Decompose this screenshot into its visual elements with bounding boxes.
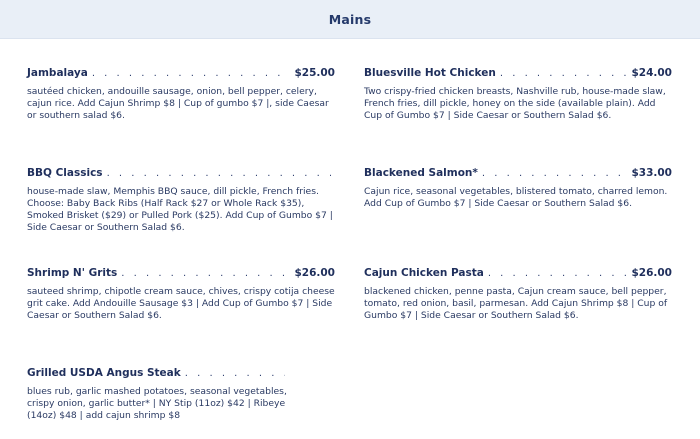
menu-item-header: [364, 266, 672, 281]
dot-leader: [482, 167, 628, 181]
menu-item-header: [27, 66, 335, 81]
menu-item-shrimp-n-grits: [27, 266, 335, 322]
menu-item-price: $25.00: [294, 67, 335, 79]
menu-item-price: $26.00: [294, 267, 335, 279]
menu-item-bbq-classics: [27, 166, 335, 234]
menu-item-name: Bluesville Hot Chicken: [364, 67, 496, 79]
section-title: Mains: [328, 11, 372, 27]
menu-item-cajun-chicken-pasta: [364, 266, 672, 322]
menu-item-header: [364, 166, 672, 181]
dot-leader: [500, 67, 628, 81]
dot-leader: [121, 267, 290, 281]
menu-item-name: Cajun Chicken Pasta: [364, 267, 484, 279]
menu-item-price: $33.00: [631, 167, 672, 179]
menu-item-bluesville-hot-chicken: [364, 66, 672, 122]
menu-item-grilled-usda-angus-steak: [27, 366, 289, 422]
menu-item-header: [27, 166, 335, 181]
menu-item-price: $24.00: [631, 67, 672, 79]
menu-item-description: Two crispy-fried chicken breasts, Nashville rub, house-made slaw, French fries, dill pickle, honey on the side (available plain). Add Cup of Gumbo $7 | Side Caesar or Southern Salad $6.: [364, 86, 666, 121]
menu-item-description: blackened chicken, penne pasta, Cajun cream sauce, bell pepper, tomato, red onion, basil, parmesan. Add Cajun Shrimp $8 | Cup of Gumbo $7 | Side Caesar or Southern Salad $6.: [364, 286, 668, 321]
menu-item-description: blues rub, garlic mashed potatoes, seasonal vegetables, crispy onion, garlic butter* | NY Stip (11oz) $42 | Ribeye (14oz) $48 | add cajun shrimp $8: [27, 386, 287, 421]
menu-item-description: house-made slaw, Memphis BBQ sauce, dill pickle, French fries. Choose: Baby Back Ribs (Half Rack $27 or Whole Rack $35), Smoked Brisket ($29) or Pulled Pork ($25). Add Cup of Gumbo $7 | Side Caesar or Southern Salad $6.: [27, 186, 333, 233]
menu-item-name: Shrimp N' Grits: [27, 267, 118, 279]
menu-item-name: Grilled USDA Angus Steak: [27, 367, 181, 379]
menu-item-header: [27, 366, 289, 381]
menu-item-name: BBQ Classics: [27, 167, 103, 179]
menu-item-description: sautéed chicken, andouille sausage, onion, bell pepper, celery, cajun rice. Add Cajun Shrimp $8 | Cup of gumbo $7 |, side Caesar or southern salad $6.: [27, 86, 329, 121]
dot-leader: [92, 67, 291, 81]
menu-item-header: [27, 266, 335, 281]
dot-leader: [185, 367, 285, 381]
section-header: [0, 0, 700, 39]
menu-item-header: [364, 66, 672, 81]
menu-item-price: $26.00: [631, 267, 672, 279]
menu-item-blackened-salmon: [364, 166, 672, 210]
menu-item-name: Blackened Salmon*: [364, 167, 478, 179]
menu-item-jambalaya: [27, 66, 335, 122]
menu-item-description: Cajun rice, seasonal vegetables, blistered tomato, charred lemon. Add Cup of Gumbo $7 | Side Caesar or Southern Salad $6.: [364, 186, 668, 209]
menu-item-name: Jambalaya: [27, 67, 88, 79]
dot-leader: [107, 167, 331, 181]
dot-leader: [488, 267, 628, 281]
menu-item-description: sauteed shrimp, chipotle cream sauce, chives, crispy cotija cheese grit cake. Add Andouille Sausage $3 | Add Cup of Gumbo $7 | Side Caesar or Southern Salad $6.: [27, 286, 335, 321]
